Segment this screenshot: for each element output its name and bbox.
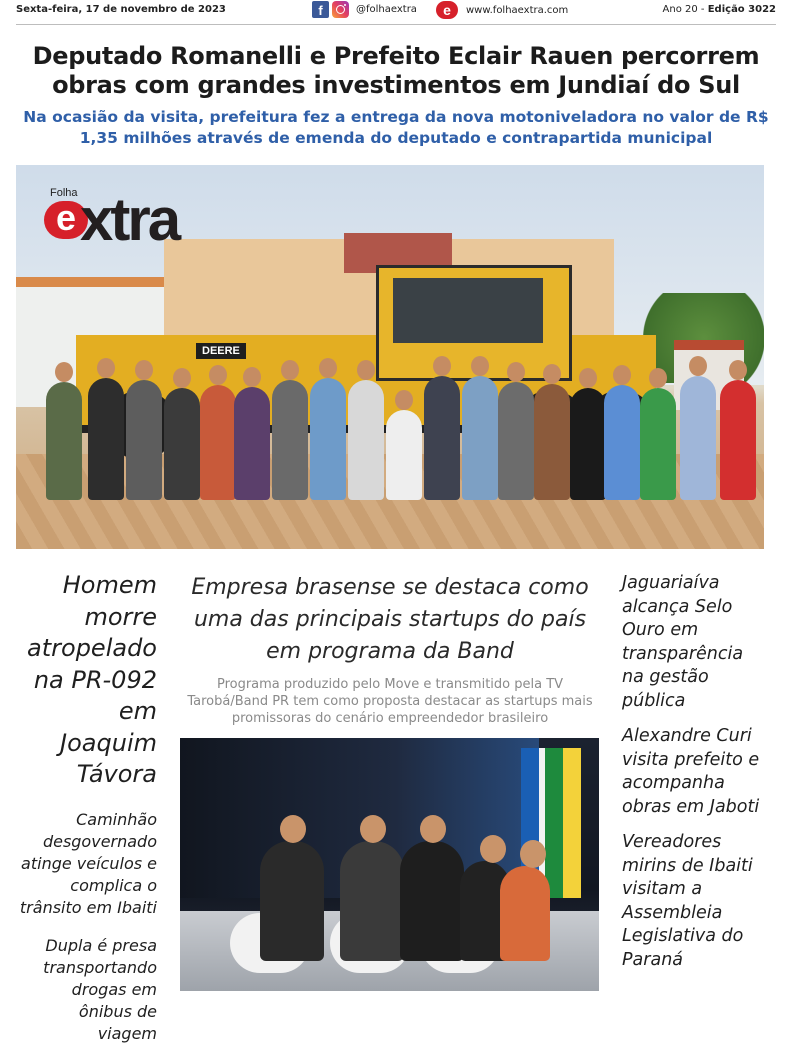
person xyxy=(164,388,200,500)
person xyxy=(46,382,82,500)
middle-column xyxy=(180,572,600,727)
story-right-2[interactable]: Alexandre Curi visita prefeito e acompanha obras em Jaboti xyxy=(622,726,760,817)
person xyxy=(348,380,384,500)
edition-number: Edição 3022 xyxy=(707,4,776,15)
lead-subheadline: Na ocasião da visita, prefeitura fez a entrega da nova motoniveladora no valor de R$ 1,35 milhões através de emenda do deputado e contrapartida municipal xyxy=(23,108,769,147)
story-left-1[interactable]: Caminhão desgovernado atinge veículos e complica o trânsito em Ibaiti xyxy=(19,809,157,917)
facebook-icon[interactable]: f xyxy=(312,1,329,18)
masthead-bar xyxy=(16,0,776,25)
person xyxy=(234,387,270,500)
lead-photo[interactable] xyxy=(16,165,764,549)
person xyxy=(534,384,570,500)
person xyxy=(498,382,534,500)
panelist xyxy=(340,841,404,961)
photo-group-of-people xyxy=(36,350,744,500)
social-links xyxy=(312,1,417,18)
website-url[interactable]: www.folhaextra.com xyxy=(466,4,569,16)
person xyxy=(720,380,756,500)
person xyxy=(310,378,346,500)
logo-folha-text: Folha xyxy=(50,187,78,199)
person xyxy=(200,385,236,500)
extra-e-icon: e xyxy=(436,1,458,19)
person xyxy=(424,376,460,500)
person xyxy=(680,376,716,500)
story-left-2[interactable]: Dupla é presa transportando drogas em ônibus de viagem xyxy=(43,935,157,1043)
deere-label: DEERE xyxy=(196,343,246,359)
person xyxy=(604,385,640,500)
instagram-icon[interactable] xyxy=(332,1,349,18)
website-link[interactable] xyxy=(436,1,568,19)
person xyxy=(272,380,308,500)
startup-panel-photo[interactable] xyxy=(180,738,599,991)
story-right-1[interactable]: Jaguariaíva alcança Selo Ouro em transparência na gestão pública xyxy=(622,573,744,711)
panelist xyxy=(260,841,324,961)
person xyxy=(88,378,124,500)
lead-headline[interactable]: Deputado Romanelli e Prefeito Eclair Rauen percorrem obras com grandes investimentos em Jundiaí do Sul xyxy=(32,42,760,99)
left-column xyxy=(16,570,157,1045)
story-middle-title[interactable]: Empresa brasense se destaca como uma das principais startups do país em programa da Band xyxy=(191,575,589,664)
person xyxy=(386,410,422,500)
panelist xyxy=(500,866,550,961)
social-handle[interactable]: @folhaextra xyxy=(356,4,417,15)
logo-xtra-text: xtra xyxy=(80,186,179,253)
person xyxy=(126,380,162,500)
person xyxy=(462,376,498,500)
panelist xyxy=(400,841,464,961)
person xyxy=(640,388,676,500)
logo-e-mark: e xyxy=(44,201,88,239)
right-column xyxy=(622,572,770,984)
person xyxy=(570,388,606,500)
story-middle-subtitle: Programa produzido pelo Move e transmitido pela TV Tarobá/Band PR tem como proposta destacar as startups mais promissoras do cenário empreendedor brasileiro xyxy=(187,677,593,726)
story-right-3[interactable]: Vereadores mirins de Ibaiti visitam a Assembleia Legislativa do Paraná xyxy=(622,832,753,970)
edition-year: Ano 20 - xyxy=(662,4,708,15)
issue-date: Sexta-feira, 17 de novembro de 2023 xyxy=(16,4,226,15)
edition-info xyxy=(663,4,776,15)
story-left-main[interactable]: Homem morre atropelado na PR-092 em Joaquim Távora xyxy=(27,571,157,788)
